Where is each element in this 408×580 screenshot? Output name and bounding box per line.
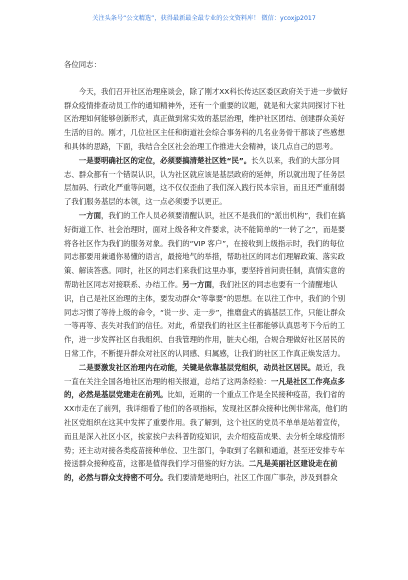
bold-text-run: 一凡是社区工作亮点多的，必然是基层党建走在前列。 [64, 376, 345, 400]
text-run: 长久以来，我们的大部分同志、群众都有一个错误认识，认为社区就应该是基层政府的延伸，所以就出现了任务层层加码、行政化严重等问题，这不仅仅歪曲了我们深入践行民本宗旨，而且还严重削弱了我们服务基层的本领，这一点必须要予以更正。 [64, 155, 345, 207]
text-run: 今天，我们召开社区治理座谈会，除了刚才XX科长传达区委区政府关于进一步做好群众疫情排查动员工作的通知精神外，还有一个重要的议题，就是和大家共同探讨下社区治理如何能够创新形式，真正做到常实效的基层治理，维护社区团结、创建群众美好生活的目的。刚才，几位社区主任和街道社会综合事务科的几名业务骨干都谈了些感想和具体的思路，下面，我结合全区社会治理工作推进大会精神，谈几点自己的思考。 [64, 86, 348, 151]
bold-text-run: 另一方面 [182, 279, 212, 289]
body-paragraph [64, 85, 350, 154]
body-paragraph [64, 209, 350, 361]
bold-text-run: 二凡是美丽社区建设走在前的，必然与群众支持密不可分。 [64, 459, 338, 483]
bold-text-run: 一是要明确社区的定位，必须要搞清楚社区姓“民”。 [78, 155, 252, 165]
text-run: ，我们的工作人员必须要清醒认识，社区不是我们的“派出机构”，我们在搞好街道工作、社会治理时，面对上级各种文件要求，决不能简单的“一转了之”，而是要将各社区作为我们的服务对象。我们的“VIP 客户”，在接收到上级指示时，我们的每位同志都要用兼通你易懂的语言，最接地气的举措，帮助社区的同志们理解政策、落实政策、解读答惑。同时，社区的同志们来我们这里办事，要坚持首问责任制，真情实意的帮助社区同志对接联系、办结工作。 [64, 210, 346, 289]
salutation: 各位同志： [64, 60, 101, 69]
bold-text-run: 一方面 [78, 210, 101, 220]
text-run: ，我们社区的同志也要有一个清醒地认识，自己是社区治理的主体，要发动群众“等靠要”的思想。在以往工作中，我们的个别同志习惯了等待上级的命令，“说一步、走一步”，推磨盘式的搞基层工作，只能让群众一等再等、丧失对我们的信任。对此，希望我们的社区主任都能够认真思考下今后的工作，进一步发挥社区自我组织、自我管理的作用，脏夫心细，合规合理做好社区居民的日常工作，不断提升群众对社区的认同感、归属感，让我们的社区工作真正焕发活力。 [64, 279, 346, 358]
promo-banner[interactable]: 关注头条号“公文精选”，获得最新最全最专业的公文资料库！ 微信：ycoxjp2017 [92, 15, 316, 22]
text-run: 比如，近期的一个重点工作是全民接种疫苗，我们省的XX市走在了前列，我详细看了他们的各项指标，发现社区群众接种比例非常高，他们的社区党组织在这其中发挥了重要作用。我了解到，这个社区的党员不单单是站着宣传，而且是深入社区小区，挨家挨户去科普防疫知识，去介绍疫苗成果、去分析全球疫情形势；还主动对接各类疫苗接种单位、卫生部门，争取到了名额和通道，甚至还安排专车接送群众接种疫苗，这都是值得我们学习借鉴的好方法。 [64, 390, 348, 469]
document-body [64, 58, 350, 485]
body-paragraph [64, 154, 350, 209]
body-paragraph [64, 361, 350, 485]
text-run: 我们要清楚地明白，社区工作面广事杂，涉及到群众 [167, 473, 338, 483]
text-run: 最近，我一直在关注全国各地社区治理的相关报道，总结了这两条经验： [64, 362, 345, 386]
bold-text-run: 二是要激发社区治理内在动能，关键是依靠基层党组织，动员社区居民。 [78, 362, 316, 372]
paragraph-container [64, 85, 350, 485]
